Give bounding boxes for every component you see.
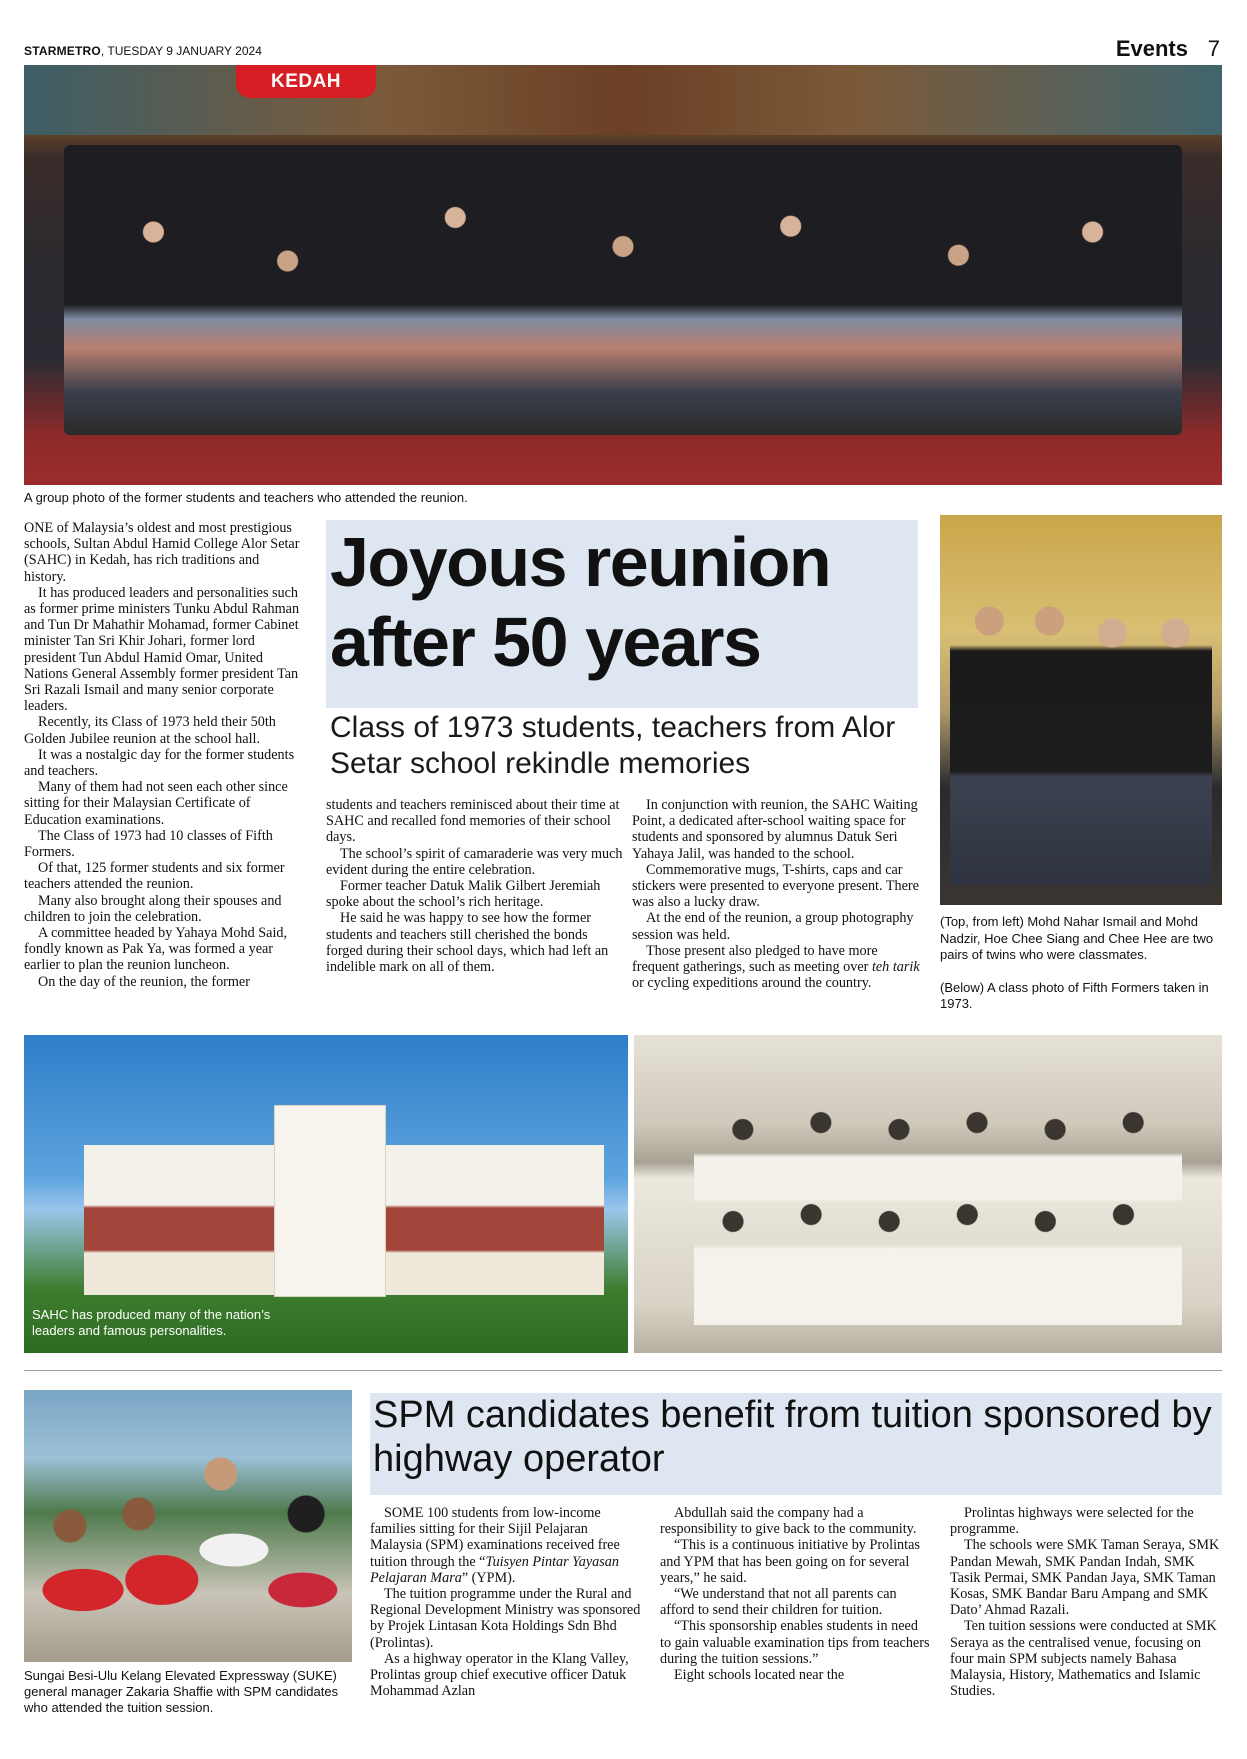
school-building-photo xyxy=(24,1035,628,1353)
paragraph: Many also brought along their spouses and children to join the celebration. xyxy=(24,892,282,925)
paragraph: On the day of the reunion, the former xyxy=(38,973,250,990)
text-run: ” (YPM). xyxy=(461,1569,516,1586)
school-tower xyxy=(274,1105,386,1297)
paragraph: “This is a continuous initiative by Prolintas and YPM that has been going on for several years,” he said. xyxy=(660,1537,920,1586)
story2-column-2 xyxy=(660,1505,932,1683)
story1-subhead: Class of 1973 students, teachers from Alor Setar school rekindle memories xyxy=(330,711,896,780)
caption-top: (Top, from left) Mohd Nahar Ismail and Mohd Nadzir, Hoe Chee Siang and Chee Hee are two pairs of twins who were classmates. xyxy=(940,914,1214,962)
paragraph: Many of them had not seen each other since sitting for their Malaysian Certificate of Education examinations. xyxy=(24,779,288,828)
group-photo xyxy=(24,65,1222,485)
paragraph: A committee headed by Yahaya Mohd Said, fondly known as Pak Ya, was formed a year earlier to plan the reunion luncheon. xyxy=(24,925,288,974)
paragraph xyxy=(370,1505,642,1586)
publication-date: , TUESDAY 9 JANUARY 2024 xyxy=(100,44,262,58)
paragraph: He said he was happy to see how the former students and teachers still cherished the bonds forged during their school days, which had left an indelible mark on all of them. xyxy=(326,910,609,976)
story1-column-2 xyxy=(326,797,626,975)
twins-caption xyxy=(940,914,1225,1013)
italic-term: teh tarik xyxy=(871,959,920,976)
region-tag: KEDAH xyxy=(236,65,376,98)
stage-backdrop xyxy=(24,65,1222,135)
students-with-manager xyxy=(24,1450,352,1650)
paragraph xyxy=(632,943,928,992)
page-number: 7 xyxy=(1207,36,1220,61)
paragraph: Commemorative mugs, T-shirts, caps and car stickers were presented to everyone present. There was also a lucky draw. xyxy=(632,861,919,911)
crowd xyxy=(64,145,1182,435)
paragraph: Eight schools located near the xyxy=(674,1667,845,1684)
spm-tuition-photo xyxy=(24,1390,352,1662)
paragraph: Of that, 125 former students and six former teachers attended the reunion. xyxy=(24,860,285,893)
paragraph: In conjunction with reunion, the SAHC Waiting Point, a dedicated after-school waiting space for students and sponsored by alumnus Datuk Seri Yahaya Jalil, was handed to the school. xyxy=(632,797,918,862)
class-of-1973-photo xyxy=(634,1035,1222,1353)
masthead xyxy=(24,36,1222,62)
section-name: Events xyxy=(1115,36,1188,61)
paragraph: Prolintas highways were selected for the programme. xyxy=(950,1505,1194,1538)
paragraph: Former teacher Datuk Malik Gilbert Jeremiah spoke about the school’s rich heritage. xyxy=(326,878,601,911)
twins-photo xyxy=(940,515,1222,905)
paragraph: ONE of Malaysia’s oldest and most prestigious schools, Sultan Abdul Hamid College Alor Setar (SAHC) in Kedah, has rich traditions and history. xyxy=(24,520,300,585)
story1-headline: Joyous reunion after 50 years xyxy=(330,523,831,681)
spm-photo-caption: Sungai Besi-Ulu Kelang Elevated Expressway (SUKE) general manager Zakaria Shaffie with SPM candidates who attended the tuition session. xyxy=(24,1668,339,1715)
paper-date-line xyxy=(24,44,262,58)
four-men-figures xyxy=(950,585,1212,885)
story2-column-3 xyxy=(950,1505,1222,1699)
paragraph: The school’s spirit of camaraderie was very much evident during the entire celebration. xyxy=(326,845,623,878)
paragraph: It has produced leaders and personalities such as former prime ministers Tunku Abdul Rahman and Tun Dr Mahathir Mohamad, former Cabinet minister Tan Sri Khir Johari, former lord president Tun Abdul Hamid Omar, United Nations General Assembly former president Tan Sri Razali Ismail and many senior corporate leaders. xyxy=(24,584,300,715)
paragraph: The Class of 1973 had 10 classes of Fifth Formers. xyxy=(24,827,273,861)
paper-brand: STARMETRO xyxy=(24,44,101,58)
paragraph: At the end of the reunion, a group photography session was held. xyxy=(632,910,914,943)
italic-term: Tuisyen Pintar Yayasan Pelajaran Mara xyxy=(370,1553,619,1586)
paragraph: “This sponsorship enables students in need to gain valuable examination tips from teachers during the tuition sessions.” xyxy=(660,1618,930,1667)
story2-column-1 xyxy=(370,1505,642,1699)
story1-column-3 xyxy=(632,797,928,991)
caption-below: (Below) A class photo of Fifth Formers taken in 1973. xyxy=(940,979,1209,1011)
group-photo-caption: A group photo of the former students and teachers who attended the reunion. xyxy=(24,490,468,505)
paragraph: It was a nostalgic day for the former students and teachers. xyxy=(24,746,295,780)
paragraph: As a highway operator in the Klang Valley, Prolintas group chief executive officer Datuk Mohammad Azlan xyxy=(370,1650,629,1700)
story-divider xyxy=(24,1370,1222,1371)
text-run: or cycling expeditions around the country. xyxy=(632,975,872,992)
paragraph: students and teachers reminisced about their time at SAHC and recalled fond memories of their school days. xyxy=(326,797,620,846)
paragraph: Recently, its Class of 1973 held their 50th Golden Jubilee reunion at the school hall. xyxy=(24,714,276,747)
class-rows xyxy=(694,1095,1182,1325)
story2-headline: SPM candidates benefit from tuition sponsored by highway operator xyxy=(373,1394,1212,1480)
text-run: Those present also pledged to have more frequent gatherings, such as meeting over xyxy=(632,942,878,976)
paragraph: Ten tuition sessions were conducted at SMK Seraya as the centralised venue, focusing on four main SPM subjects namely Bahasa Malaysia, History, Mathematics and Islamic Studies. xyxy=(950,1618,1217,1700)
paragraph: “We understand that not all parents can afford to send their children for tuition. xyxy=(660,1586,897,1619)
paragraph: The tuition programme under the Rural and Regional Development Ministry was sponsored by Projek Lintasan Kota Holdings Sdn Bhd (Prolintas). xyxy=(370,1586,641,1651)
story1-column-1 xyxy=(24,520,302,990)
paragraph: Abdullah said the company had a responsibility to give back to the community. xyxy=(660,1505,917,1538)
text-run: SOME 100 students from low-income families sitting for their Sijil Pelajaran Malaysia (SPM) examinations received free tuition through the “ xyxy=(370,1505,620,1570)
school-photo-caption: SAHC has produced many of the nation’s leaders and famous personalities. xyxy=(32,1307,271,1338)
paragraph: The schools were SMK Taman Seraya, SMK Pandan Mewah, SMK Pandan Indah, SMK Tasik Permai, SMK Pandan Jaya, SMK Taman Kosas, SMK Bandar Baru Ampang and SMK Dato’ Ahmad Razali. xyxy=(950,1537,1220,1619)
